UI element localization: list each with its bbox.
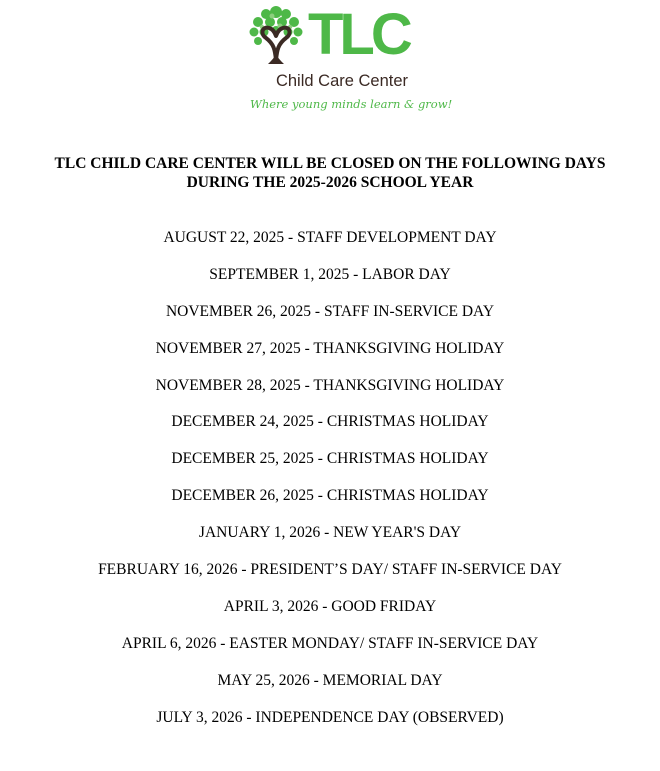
- list-item: APRIL 3, 2026 - GOOD FRIDAY: [223, 597, 437, 615]
- list-item: NOVEMBER 28, 2025 - THANKSGIVING HOLIDAY: [155, 376, 505, 394]
- page-title: [0, 154, 660, 192]
- list-item: JANUARY 1, 2026 - NEW YEAR'S DAY: [198, 524, 462, 542]
- logo-letters: TLC: [308, 2, 409, 67]
- list-item: NOVEMBER 26, 2025 - STAFF IN-SERVICE DAY: [165, 302, 495, 320]
- list-item: DECEMBER 25, 2025 - CHRISTMAS HOLIDAY: [171, 450, 489, 468]
- list-item: SEPTEMBER 1, 2025 - LABOR DAY: [209, 265, 451, 283]
- list-item: MAY 25, 2026 - MEMORIAL DAY: [217, 671, 443, 689]
- logo: [244, 2, 453, 114]
- title-line-1: TLC CHILD CARE CENTER WILL BE CLOSED ON THE FOLLOWING DAYS: [54, 155, 606, 172]
- list-item: AUGUST 22, 2025 - STAFF DEVELOPMENT DAY: [163, 229, 497, 246]
- closure-list: [0, 227, 660, 743]
- list-item: DECEMBER 24, 2025 - CHRISTMAS HOLIDAY: [171, 413, 489, 431]
- logo-tagline: Where young minds learn & grow!: [250, 97, 453, 111]
- list-item: APRIL 6, 2026 - EASTER MONDAY/ STAFF IN-SERVICE DAY: [121, 634, 539, 652]
- title-line-2: DURING THE 2025-2026 SCHOOL YEAR: [186, 174, 474, 191]
- list-item: NOVEMBER 27, 2025 - THANKSGIVING HOLIDAY: [155, 339, 505, 357]
- tree-heart-icon: [244, 2, 308, 66]
- logo-name: Child Care Center: [275, 72, 409, 90]
- list-item: DECEMBER 26, 2025 - CHRISTMAS HOLIDAY: [171, 487, 489, 505]
- list-item: FEBRUARY 16, 2026 - PRESIDENT’S DAY/ STAFF IN-SERVICE DAY: [98, 561, 562, 579]
- list-item: JULY 3, 2026 - INDEPENDENCE DAY (OBSERVED): [156, 708, 504, 726]
